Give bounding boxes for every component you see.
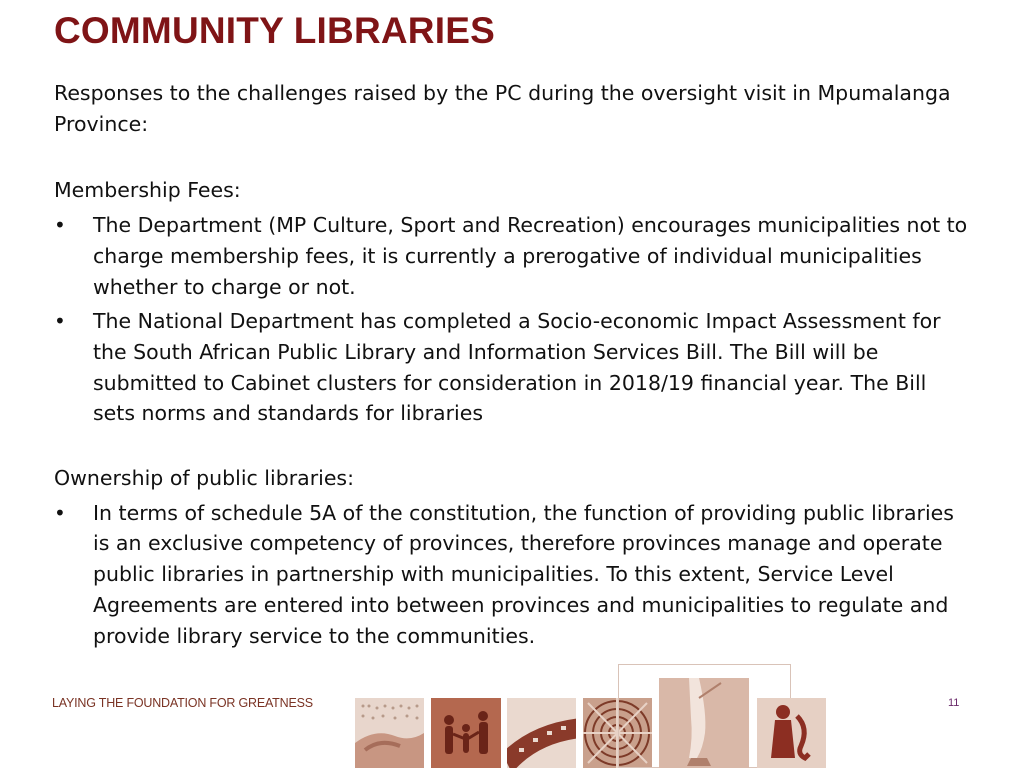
slide-title: COMMUNITY LIBRARIES xyxy=(54,10,495,51)
ownership-bullet-list xyxy=(54,498,974,652)
footer-photo-strip xyxy=(0,660,1024,768)
bullet-text: In terms of schedule 5A of the constitution, the function of providing public libraries is an exclusive competency of provinces, therefore provinces manage and operate public libraries in partnership with municipalities. To this extent, Service Level Agreements are entered into between provinces and municipalities to regulate and provide library service to the communities. xyxy=(93,500,954,648)
section-heading-ownership: Ownership of public libraries: xyxy=(54,466,355,491)
family-silhouette-image xyxy=(431,698,501,768)
bullet-icon: • xyxy=(54,309,66,334)
list-item xyxy=(54,306,974,429)
footer-tagline: LAYING THE FOUNDATION FOR GREATNESS xyxy=(52,696,313,710)
slide-body xyxy=(54,78,974,655)
section-heading-membership: Membership Fees: xyxy=(54,178,241,203)
bullet-text: The National Department has completed a Socio-economic Impact Assessment for the South African Public Library and Information Services Bill. The Bill will be submitted to Cabinet clusters for consideration in 2018/19 financial year. The Bill sets norms and standards for libraries xyxy=(93,309,941,426)
bullet-icon: • xyxy=(54,213,66,238)
bullet-icon: • xyxy=(54,500,66,525)
membership-bullet-list xyxy=(54,210,974,429)
page-number: 11 xyxy=(948,697,960,709)
saxophone-player-image xyxy=(757,698,826,768)
bullet-text: The Department (MP Culture, Sport and Recreation) encourages municipalities not to charge membership fees, it is currently a prerogative of individual municipalities whether to charge or not. xyxy=(93,213,968,299)
braille-reading-image xyxy=(355,698,424,768)
list-item xyxy=(54,498,974,652)
intro-text: Responses to the challenges raised by the PC during the oversight visit in Mpumalanga Province: xyxy=(54,81,951,136)
ballet-shoe-image xyxy=(659,678,749,768)
list-item xyxy=(54,210,974,302)
film-strip-image xyxy=(507,698,576,768)
